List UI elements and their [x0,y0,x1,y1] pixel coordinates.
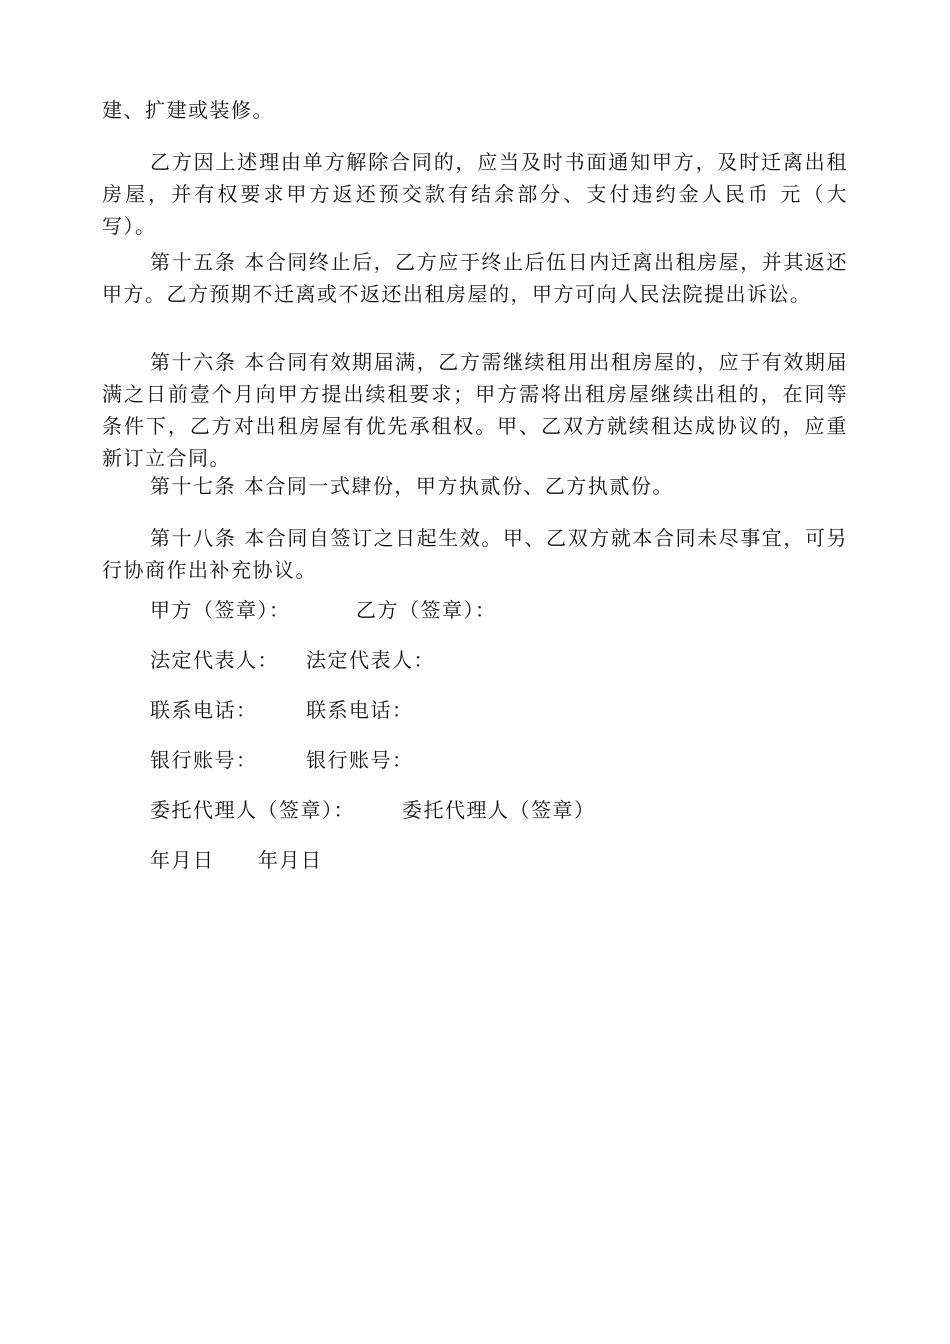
signature-row-representative [150,644,435,676]
signature-row-phone [150,694,414,726]
signature-row-bank-account [150,744,414,776]
party-a-bank-account-label: 银行账号： [150,748,258,772]
paragraph-article-15: 第十五条 本合同终止后，乙方应于终止后伍日内迁离出租房屋，并其返还甲方。乙方预期不迁离或不返还出租房屋的，甲方可向人民法院提出诉讼。 [102,250,848,306]
party-a-agent-label: 委托代理人（签章）： [150,798,355,822]
party-b-representative-label: 法定代表人： [306,648,435,672]
party-b-agent-label: 委托代理人（签章） [402,798,596,822]
party-b-bank-account-label: 银行账号： [306,748,414,772]
paragraph-termination-notice: 乙方因上述理由单方解除合同的，应当及时书面通知甲方，及时迁离出租房屋，并有权要求甲方返还预交款有结余部分、支付违约金人民币 元（大写）。 [102,150,848,238]
signature-row-agent [150,794,596,826]
paragraph-article-16: 第十六条 本合同有效期届满，乙方需继续租用出租房屋的，应于有效期届满之日前壹个月向甲方提出续租要求；甲方需将出租房屋继续出租的，在同等条件下，乙方对出租房屋有优先承租权。甲、乙双方就续租达成协议的，应重新订立合同。 [102,350,848,470]
party-a-phone-label: 联系电话： [150,698,258,722]
party-a-seal-label: 甲方（签章）： [150,598,291,622]
signature-row-date [150,844,323,876]
paragraph-article-17: 第十七条 本合同一式肆份，甲方执贰份、乙方执贰份。 [150,474,674,498]
paragraph-continuation: 建、扩建或装修。 [102,98,274,122]
party-b-date-label: 年月日 [258,848,323,872]
party-b-seal-label: 乙方（签章）： [356,598,497,622]
signature-row-party [150,594,497,626]
party-a-date-label: 年月日 [150,848,215,872]
paragraph-article-18: 第十八条 本合同自签订之日起生效。甲、乙双方就本合同未尽事宜，可另行协商作出补充协议。 [102,526,848,582]
party-b-phone-label: 联系电话： [306,698,414,722]
party-a-representative-label: 法定代表人： [150,648,279,672]
